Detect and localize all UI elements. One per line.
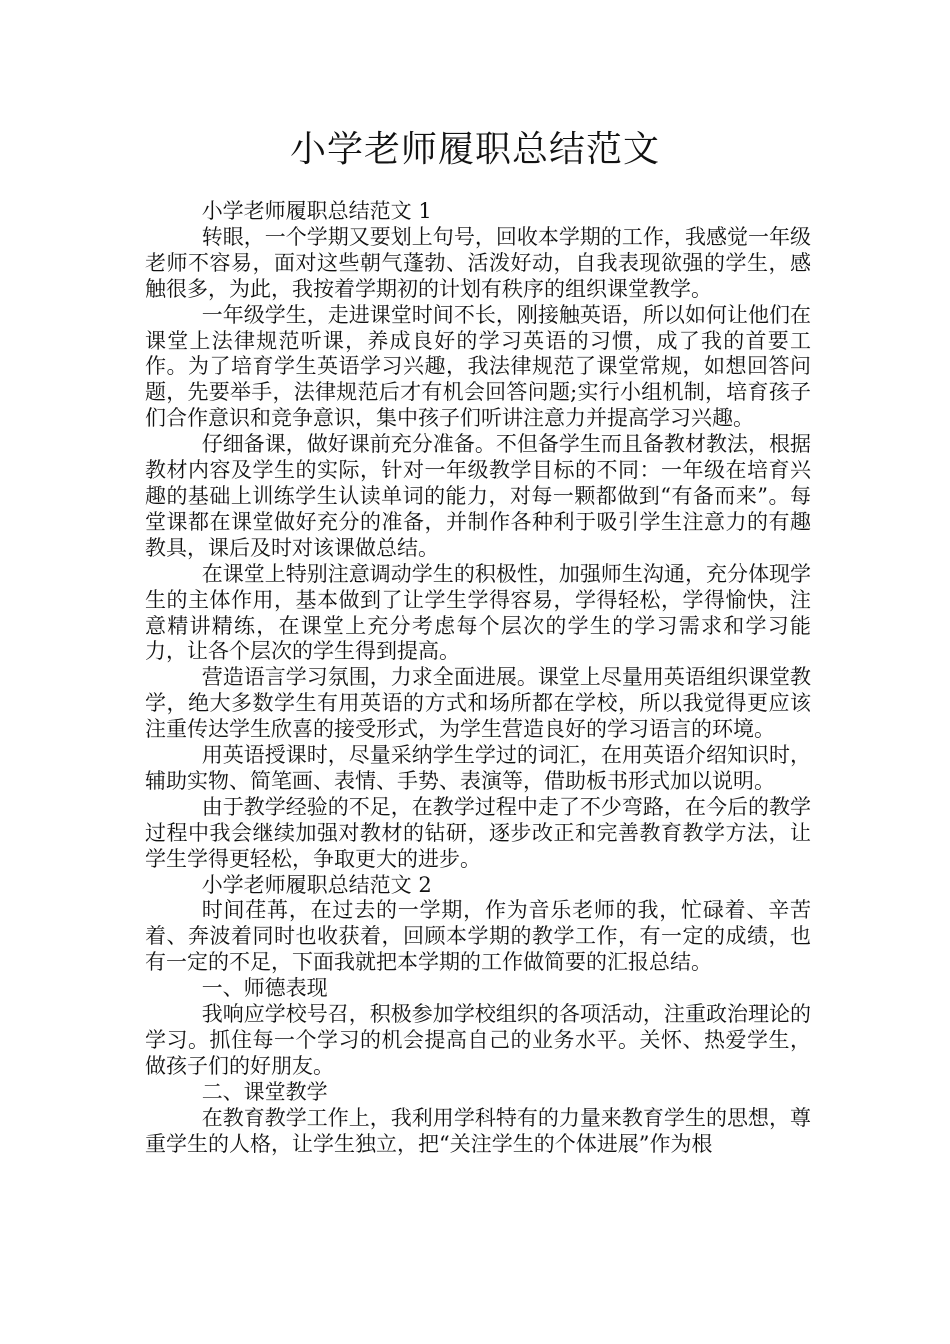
paragraph: 在课堂上特别注意调动学生的积极性，加强师生沟通，充分体现学生的主体作用，基本做到了让学生学得容易，学得轻松，学得愉快，注意精讲精练，在课堂上充分考虑每个层次的学生的学习需求和学习能力，让各个层次的学生得到提高。 xyxy=(145,561,811,664)
paragraph: 转眼，一个学期又要划上句号，回收本学期的工作，我感觉一年级老师不容易，面对这些朝气蓬勃、活泼好动，自我表现欲强的学生，感触很多，为此，我按着学期初的计划有秩序的组织课堂教学。 xyxy=(145,224,811,301)
paragraph: 由于教学经验的不足，在教学过程中走了不少弯路，在今后的教学过程中我会继续加强对教材的钻研，逐步改正和完善教育教学方法，让学生学得更轻松，争取更大的进步。 xyxy=(145,794,811,871)
paragraph: 一年级学生，走进课堂时间不长，刚接触英语，所以如何让他们在课堂上法律规范听课，养成良好的学习英语的习惯，成了我的首要工作。为了培育学生英语学习兴趣，我法律规范了课堂常规，如想回答问题，先要举手，法律规范后才有机会回答问题;实行小组机制，培育孩子们合作意识和竞争意识，集中孩子们听讲注意力并提高学习兴趣。 xyxy=(145,302,811,431)
document-body xyxy=(145,199,811,1158)
paragraph: 在教育教学工作上，我利用学科特有的力量来教育学生的思想，尊重学生的人格，让学生独立，把“关注学生的个体进展”作为根 xyxy=(145,1105,811,1156)
document-title: 小学老师履职总结范文 xyxy=(289,129,660,170)
paragraph: 用英语授课时，尽量采纳学生学过的词汇，在用英语介绍知识时，辅助实物、简笔画、表情、手势、表演等，借助板书形式加以说明。 xyxy=(145,743,811,793)
paragraph: 我响应学校号召，积极参加学校组织的各项活动，注重政治理论的学习。抓住每一个学习的机会提高自己的业务水平。关怀、热爱学生，做孩子们的好朋友。 xyxy=(145,1002,811,1078)
section-heading: 小学老师履职总结范文 1 xyxy=(201,199,432,223)
paragraph: 仔细备课，做好课前充分准备。不但备学生而且备教材教法，根据教材内容及学生的实际，针对一年级教学目标的不同：一年级在培育兴趣的基础上训练学生认读单词的能力，对每一颗都做到“有备而来”。每堂课都在课堂做好充分的准备，并制作各种利于吸引学生注意力的有趣教具，课后及时对该课做总结。 xyxy=(145,432,811,560)
subheading: 一、师德表现 xyxy=(201,976,328,1001)
section-heading: 小学老师履职总结范文 2 xyxy=(201,872,432,897)
paragraph: 营造语言学习氛围，力求全面进展。课堂上尽量用英语组织课堂教学，绝大多数学生有用英语的方式和场所都在学校，所以我觉得更应该注重传达学生欣喜的接受形式，为学生营造良好的学习语言的环境。 xyxy=(145,665,811,742)
paragraph: 时间荏苒，在过去的一学期，作为音乐老师的我，忙碌着、辛苦着、奔波着同时也收获着，回顾本学期的教学工作，有一定的成绩，也有一定的不足，下面我就把本学期的工作做简要的汇报总结。 xyxy=(145,898,811,975)
subheading: 二、课堂教学 xyxy=(201,1079,328,1104)
